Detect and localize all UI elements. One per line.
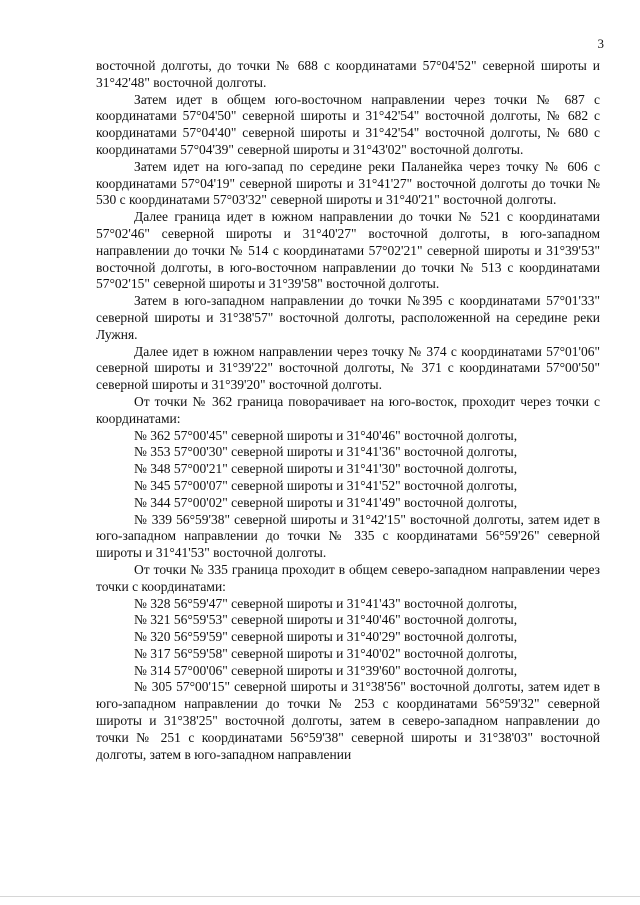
coordinate-line: № 317 56°59'58" северной широты и 31°40'02" восточной долготы, <box>134 645 518 661</box>
paragraph-continuation: восточной долготы, до точки № 688 с координатами 57°04'52" северной широты и 31°42'48" восточной долготы. <box>96 58 600 90</box>
paragraph: От точки № 362 граница поворачивает на юго-восток, проходит через точки с координатами: <box>96 393 600 426</box>
coordinate-line: № 328 56°59'47" северной широты и 31°41'43" восточной долготы, <box>134 595 518 611</box>
paragraph: Затем в юго-западном направлении до точки №395 с координатами 57°01'33" северной широты и 31°38'57" восточной долготы, расположенной на середине реки Лужня. <box>96 293 600 342</box>
paragraph: Затем идет в общем юго-восточном направлении через точки № 687 с координатами 57°04'50" северной широты и 31°42'54" восточной долготы, № 682 с координатами 57°04'40" северной широты и 31°42'54" восточной долготы, № 680 с координатами 57°04'39" северной широты и 31°43'02" восточной долготы. <box>96 91 600 157</box>
coordinate-line: № 348 57°00'21" северной широты и 31°41'30" восточной долготы, <box>134 461 518 477</box>
paragraph: Затем идет на юго-запад по середине реки Паланейка через точку № 606 с координатами 57°04'19" северной широты и 31°41'27" восточной долготы до точки № 530 с координатами 57°03'32" северной широты и 31°40'21" восточной долготы. <box>96 158 600 208</box>
coordinate-line: № 321 56°59'53" северной широты и 31°40'46" восточной долготы, <box>134 612 518 628</box>
coordinate-line: № 314 57°00'06" северной широты и 31°39'60" восточной долготы, <box>134 662 518 678</box>
coordinate-line: № 344 57°00'02" северной широты и 31°41'49" восточной долготы, <box>134 494 518 510</box>
paragraph: № 339 56°59'38" северной широты и 31°42'15" восточной долготы, затем идет в юго-западном направлении до точки № 335 с координатами 56°59'26" северной широты и 31°41'53" восточной долготы. <box>96 511 600 561</box>
coordinate-line: № 320 56°59'59" северной широты и 31°40'29" восточной долготы, <box>134 629 518 645</box>
page-bottom-edge <box>0 896 640 897</box>
coordinate-line: № 345 57°00'07" северной широты и 31°41'52" восточной долготы, <box>134 477 518 493</box>
paragraph: От точки № 335 граница проходит в общем северо-западном направлении через точки с координатами: <box>96 561 600 594</box>
coordinate-line: № 362 57°00'45" северной широты и 31°40'46" восточной долготы, <box>134 427 518 443</box>
paragraph: Далее идет в южном направлении через точку № 374 с координатами 57°01'06" северной широты и 31°39'22" восточной долготы, № 371 с координатами 57°00'50" северной широты и 31°39'20" восточной долготы. <box>96 343 600 393</box>
paragraph: Далее граница идет в южном направлении до точки № 521 с координатами 57°02'46" северной широты и 31°40'27" восточной долготы, в юго-западном направлении до точки № 514 с координатами 57°02'21" северной широты и 31°39'53" восточной долготы, в юго-восточном направлении до точки № 513 с координатами 57°02'15" северной широты и 31°39'58" восточной долготы. <box>96 209 600 292</box>
page-number: 3 <box>597 36 604 51</box>
paragraph: № 305 57°00'15" северной широты и 31°38'56" восточной долготы, затем идет в юго-западном направлении до точки № 253 с координатами 56°59'32" северной широты и 31°38'25" восточной долготы, затем в северо-западном направлении до точки № 251 с координатами 56°59'38" северной широты и 31°38'03" восточной долготы, затем в юго-западном направлении <box>96 679 600 762</box>
document-body <box>96 58 600 763</box>
coordinate-line: № 353 57°00'30" северной широты и 31°41'36" восточной долготы, <box>134 444 518 460</box>
